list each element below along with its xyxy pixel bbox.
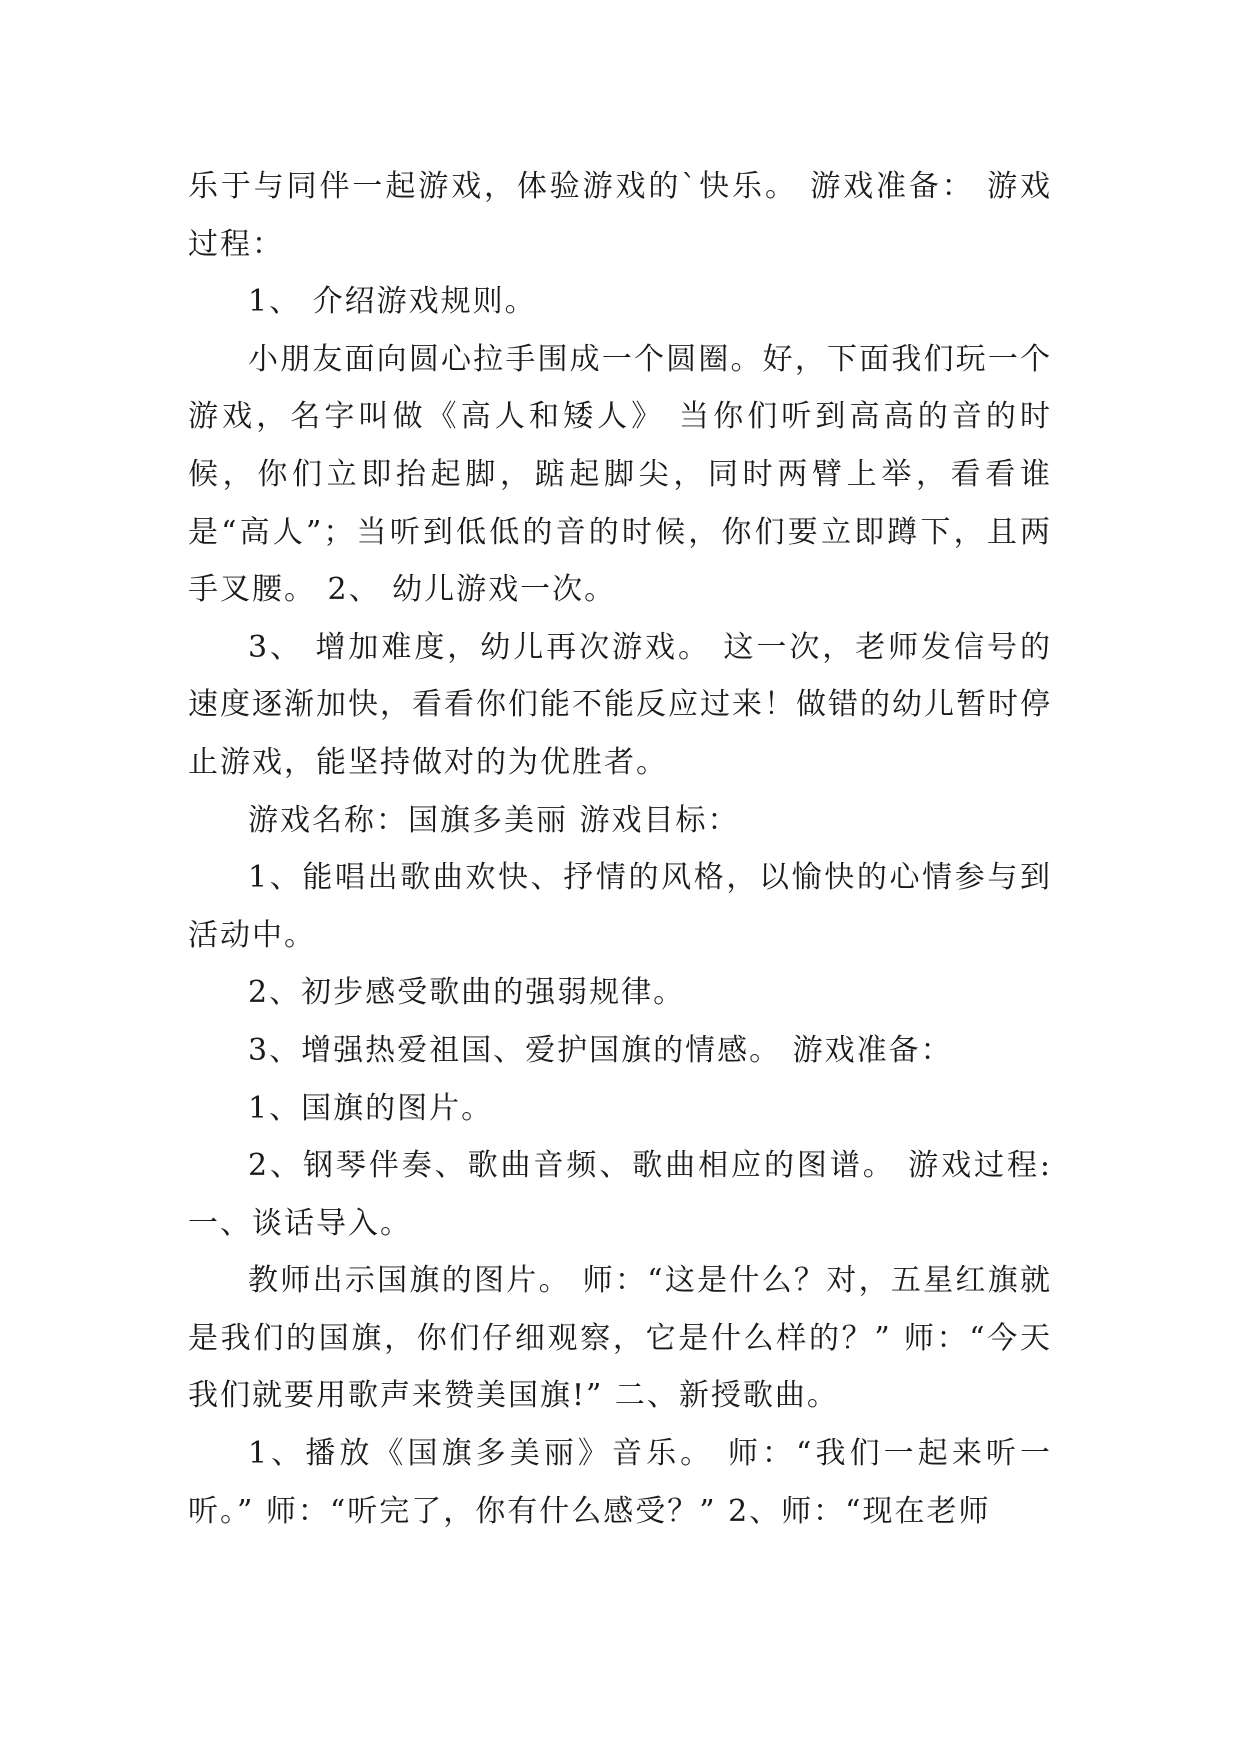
paragraph: 2、初步感受歌曲的强弱规律。 <box>248 975 686 1011</box>
paragraph: 乐于与同伴一起游戏，体验游戏的`快乐。 游戏准备： 游戏过程： <box>188 169 1052 262</box>
paragraph: 3、 增加难度，幼儿再次游戏。 这一次，老师发信号的速度逐渐加快，看看你们能不能反应过来！做错的幼儿暂时停止游戏，能坚持做对的为优胜者。 <box>188 629 1052 780</box>
paragraph: 1、能唱出歌曲欢快、抒情的风格，以愉快的心情参与到活动中。 <box>188 860 1052 953</box>
paragraph: 1、 介绍游戏规则。 <box>248 284 537 320</box>
document-body <box>188 158 1052 1540</box>
paragraph: 3、增强热爱祖国、爱护国旗的情感。 游戏准备： <box>248 1032 953 1068</box>
paragraph: 2、钢琴伴奏、歌曲音频、歌曲相应的图谱。 游戏过程: 一、谈话导入。 <box>188 1148 1052 1241</box>
paragraph: 小朋友面向圆心拉手围成一个圆圈。好，下面我们玩一个游戏，名字叫做《高人和矮人》 当你们听到高高的音的时候，你们立即抬起脚，踮起脚尖，同时两臂上举，看看谁是“高人”；当听到低低的音的时候，你们要立即蹲下，且两手叉腰。 2、 幼儿游戏一次。 <box>188 341 1052 608</box>
paragraph: 游戏名称：国旗多美丽 游戏目标： <box>248 802 740 838</box>
paragraph: 1、播放《国旗多美丽》音乐。 师：“我们一起来听一听。” 师：“听完了，你有什么感受？” 2、师：“现在老师 <box>188 1436 1052 1529</box>
paragraph: 1、国旗的图片。 <box>248 1090 494 1126</box>
paragraph: 教师出示国旗的图片。 师：“这是什么？对，五星红旗就是我们的国旗，你们仔细观察，它是什么样的？” 师：“今天我们就要用歌声来赞美国旗!” 二、新授歌曲。 <box>188 1263 1052 1414</box>
